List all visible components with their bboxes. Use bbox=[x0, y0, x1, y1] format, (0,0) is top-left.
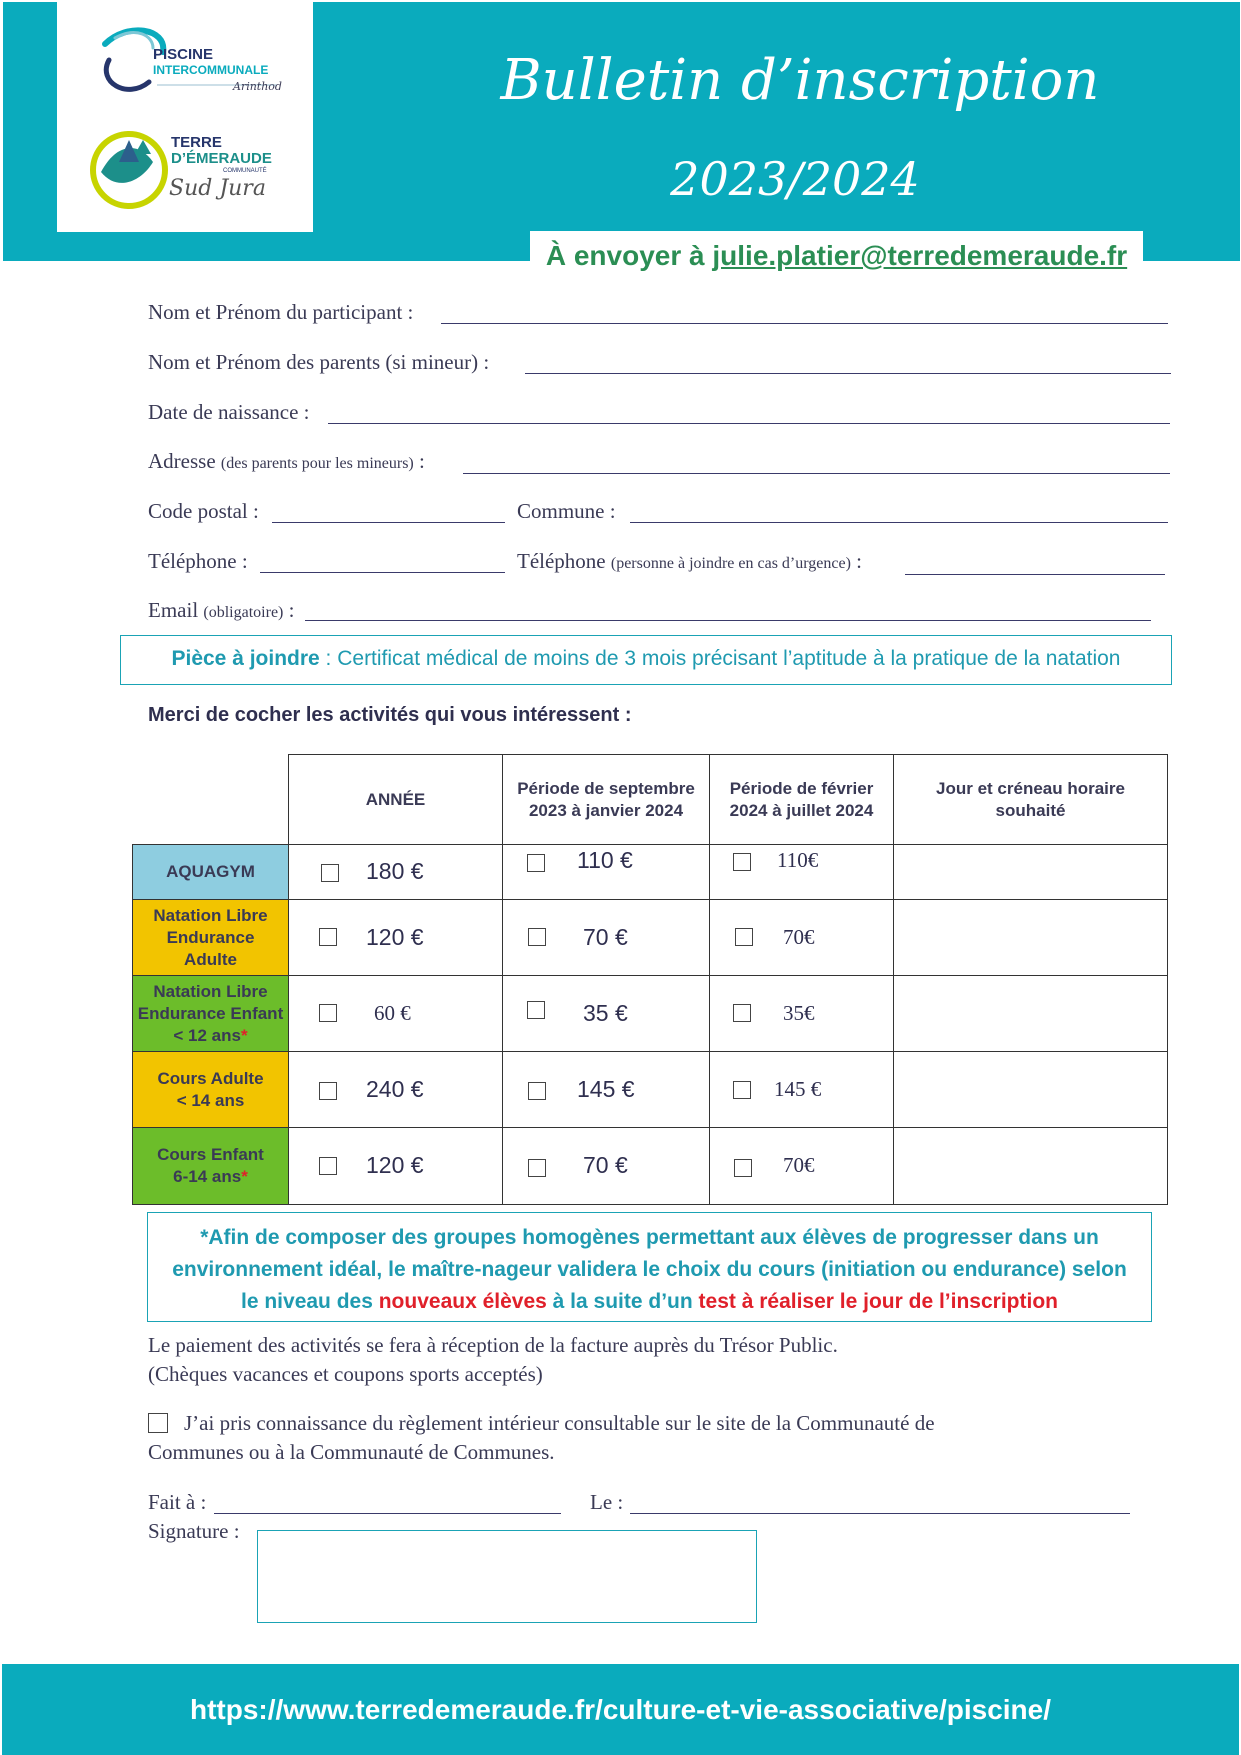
instructor-note bbox=[147, 1212, 1152, 1322]
price-period1: 70 € bbox=[583, 1152, 628, 1178]
price-year: 180 € bbox=[366, 858, 424, 884]
checkbox-year[interactable] bbox=[319, 1082, 337, 1100]
logo2-line2: D’ÉMERAUDE bbox=[171, 150, 272, 167]
price-period2: 70€ bbox=[783, 1153, 815, 1177]
logo1-line3: Arinthod bbox=[233, 80, 282, 93]
checkbox-period2[interactable] bbox=[733, 853, 751, 871]
activities-intro: Merci de cocher les activités qui vous intéressent : bbox=[148, 704, 632, 726]
row-label-natation-adulte bbox=[132, 899, 289, 976]
logo1-line2: INTERCOMMUNALE bbox=[153, 63, 269, 77]
address-colon: : bbox=[419, 449, 425, 473]
emergency-phone-label-text: Téléphone bbox=[517, 549, 606, 573]
birthdate-label: Date de naissance : bbox=[148, 400, 310, 424]
checkbox-year[interactable] bbox=[319, 1004, 337, 1022]
row-label-text bbox=[141, 905, 280, 971]
date-label: Le : bbox=[590, 1490, 624, 1514]
row-label-text bbox=[151, 1068, 270, 1112]
header-period1: Période de septembre 2023 à janvier 2024 bbox=[502, 754, 710, 845]
price-period2: 70€ bbox=[783, 925, 815, 949]
cell-period2 bbox=[709, 1127, 894, 1205]
checkbox-period1[interactable] bbox=[528, 1082, 546, 1100]
date-field[interactable] bbox=[630, 1513, 1130, 1514]
place-label: Fait à : bbox=[148, 1490, 207, 1514]
logo1-line1: PISCINE bbox=[153, 46, 214, 63]
page-title: Bulletin d’inscription bbox=[500, 48, 1100, 113]
price-year: 60 € bbox=[374, 1001, 411, 1025]
checkbox-year[interactable] bbox=[319, 1157, 337, 1175]
price-year: 120 € bbox=[366, 1152, 424, 1178]
cell-slot[interactable] bbox=[893, 1051, 1168, 1128]
cell-year bbox=[288, 975, 503, 1052]
logo-panel bbox=[57, 2, 313, 232]
parents-label: Nom et Prénom des parents (si mineur) : bbox=[148, 350, 490, 374]
checkbox-period1[interactable] bbox=[527, 854, 545, 872]
row-label-aquagym bbox=[132, 844, 289, 900]
address-label-text: Adresse bbox=[148, 449, 216, 473]
cell-period1 bbox=[502, 975, 710, 1052]
email-label bbox=[148, 598, 294, 623]
commune-label: Commune : bbox=[517, 499, 616, 523]
note-test: test à réaliser le jour de l’inscription bbox=[698, 1290, 1058, 1313]
emergency-phone-colon: : bbox=[856, 549, 863, 573]
signature-label: Signature : bbox=[148, 1519, 240, 1543]
payment-line2: (Chèques vacances et coupons sports acceptés) bbox=[148, 1362, 543, 1386]
checkbox-period2[interactable] bbox=[735, 928, 753, 946]
participant-field[interactable] bbox=[441, 323, 1168, 324]
row-label-value: Cours Adulte < 14 ans bbox=[157, 1068, 264, 1110]
row-label-text bbox=[151, 1144, 270, 1188]
cell-period1 bbox=[502, 899, 710, 976]
cell-year bbox=[288, 899, 503, 976]
address-label bbox=[148, 449, 425, 474]
note-line3-a: le niveau des bbox=[241, 1290, 379, 1313]
note-line3 bbox=[148, 1286, 1151, 1318]
note-line2: environnement idéal, le maître-nageur validera le choix du cours (initiation ou endurance) selon bbox=[172, 1258, 1127, 1281]
signature-box[interactable] bbox=[257, 1530, 757, 1623]
cell-period1 bbox=[502, 1051, 710, 1128]
send-email-link[interactable]: julie.platier@terredemeraude.fr bbox=[712, 240, 1128, 271]
row-label-cours-adulte bbox=[132, 1051, 289, 1128]
cell-slot[interactable] bbox=[893, 975, 1168, 1052]
cell-period1 bbox=[502, 844, 710, 900]
header-year: ANNÉE bbox=[288, 754, 503, 845]
note-line3-c: à la suite d’un bbox=[546, 1290, 699, 1313]
row-label-value: Natation Libre Endurance Adulte bbox=[153, 905, 268, 969]
row-label-natation-enfant bbox=[132, 975, 289, 1052]
footer-url-link[interactable]: https://www.terredemeraude.fr/culture-et-vie-associative/piscine/ bbox=[190, 1694, 1051, 1725]
page-year: 2023/2024 bbox=[670, 152, 920, 206]
commune-field[interactable] bbox=[630, 522, 1168, 523]
cell-period2 bbox=[709, 899, 894, 976]
price-year: 120 € bbox=[366, 924, 424, 950]
email-note: (obligatoire) bbox=[203, 604, 284, 621]
email-colon: : bbox=[288, 598, 295, 622]
row-star: * bbox=[241, 1167, 248, 1186]
logo2-line1: TERRE bbox=[171, 134, 222, 151]
checkbox-period2[interactable] bbox=[733, 1081, 751, 1099]
row-label-text bbox=[137, 981, 284, 1047]
header-period2: Période de février 2024 à juillet 2024 bbox=[709, 754, 894, 845]
price-period2: 145 € bbox=[774, 1077, 822, 1101]
price-period1: 70 € bbox=[583, 924, 628, 950]
logo2-line3: COMMUNAUTÉ bbox=[223, 168, 267, 174]
rules-line2: Communes ou à la Communauté de Communes. bbox=[148, 1440, 555, 1464]
rules-line1: J’ai pris connaissance du règlement intérieur consultable sur le site de la Communauté de bbox=[184, 1411, 935, 1435]
price-period1: 110 € bbox=[577, 847, 633, 873]
price-period2: 110€ bbox=[777, 848, 819, 872]
attachment-notice bbox=[120, 635, 1172, 685]
attachment-text: : Certificat médical de moins de 3 mois précisant l’aptitude à la pratique de la natation bbox=[319, 647, 1121, 670]
checkbox-period1[interactable] bbox=[527, 1001, 545, 1019]
send-prefix: À envoyer à bbox=[545, 240, 713, 271]
cell-period1 bbox=[502, 1127, 710, 1205]
cell-period2 bbox=[709, 1051, 894, 1128]
price-period1: 145 € bbox=[577, 1076, 635, 1102]
price-period2: 35€ bbox=[783, 1001, 815, 1025]
row-label-text: AQUAGYM bbox=[166, 862, 255, 881]
checkbox-year[interactable] bbox=[321, 864, 339, 882]
checkbox-period2[interactable] bbox=[734, 1159, 752, 1177]
email-field[interactable] bbox=[305, 620, 1151, 621]
cell-slot[interactable] bbox=[893, 844, 1168, 900]
postal-code-field[interactable] bbox=[272, 522, 505, 523]
cell-period2 bbox=[709, 844, 894, 900]
emergency-phone-field[interactable] bbox=[905, 574, 1165, 575]
checkbox-period1[interactable] bbox=[528, 1159, 546, 1177]
price-year: 240 € bbox=[366, 1076, 424, 1102]
header-slot: Jour et créneau horaire souhaité bbox=[893, 754, 1168, 845]
note-line1: *Afin de composer des groupes homogènes permettant aux élèves de progresser dans un bbox=[200, 1226, 1099, 1249]
address-note: (des parents pour les mineurs) bbox=[220, 455, 414, 472]
checkbox-year[interactable] bbox=[319, 928, 337, 946]
logo2-line4: Sud Jura bbox=[169, 176, 266, 201]
address-field[interactable] bbox=[463, 473, 1170, 474]
birthdate-field[interactable] bbox=[328, 423, 1170, 424]
rules-checkbox[interactable] bbox=[148, 1413, 168, 1433]
row-label-value: Cours Enfant 6-14 ans bbox=[157, 1145, 264, 1186]
cell-year bbox=[288, 1051, 503, 1128]
phone-field[interactable] bbox=[260, 572, 505, 573]
checkbox-period1[interactable] bbox=[528, 928, 546, 946]
emergency-phone-note: (personne à joindre en cas d’urgence) bbox=[610, 555, 851, 572]
cell-slot[interactable] bbox=[893, 899, 1168, 976]
postal-code-label: Code postal : bbox=[148, 499, 259, 523]
cell-slot[interactable] bbox=[893, 1127, 1168, 1205]
cell-year bbox=[288, 844, 503, 900]
phone-label: Téléphone : bbox=[148, 549, 248, 573]
cell-year bbox=[288, 1127, 503, 1205]
parents-field[interactable] bbox=[525, 373, 1171, 374]
payment-line1: Le paiement des activités se fera à réception de la facture auprès du Trésor Public. bbox=[148, 1333, 838, 1357]
price-period1: 35 € bbox=[583, 1000, 628, 1026]
send-to-box bbox=[530, 231, 1143, 273]
row-star: * bbox=[240, 1025, 248, 1045]
row-label-cours-enfant bbox=[132, 1127, 289, 1205]
attachment-title: Pièce à joindre bbox=[171, 647, 320, 670]
note-new-students: nouveaux élèves bbox=[378, 1290, 547, 1313]
row-label-value: Natation Libre Endurance Enfant < 12 ans bbox=[137, 981, 284, 1045]
checkbox-period2[interactable] bbox=[733, 1004, 751, 1022]
cell-period2 bbox=[709, 975, 894, 1052]
emergency-phone-label bbox=[517, 549, 862, 574]
email-label-text: Email bbox=[148, 598, 199, 622]
place-field[interactable] bbox=[214, 1513, 561, 1514]
participant-label: Nom et Prénom du participant : bbox=[148, 300, 414, 324]
